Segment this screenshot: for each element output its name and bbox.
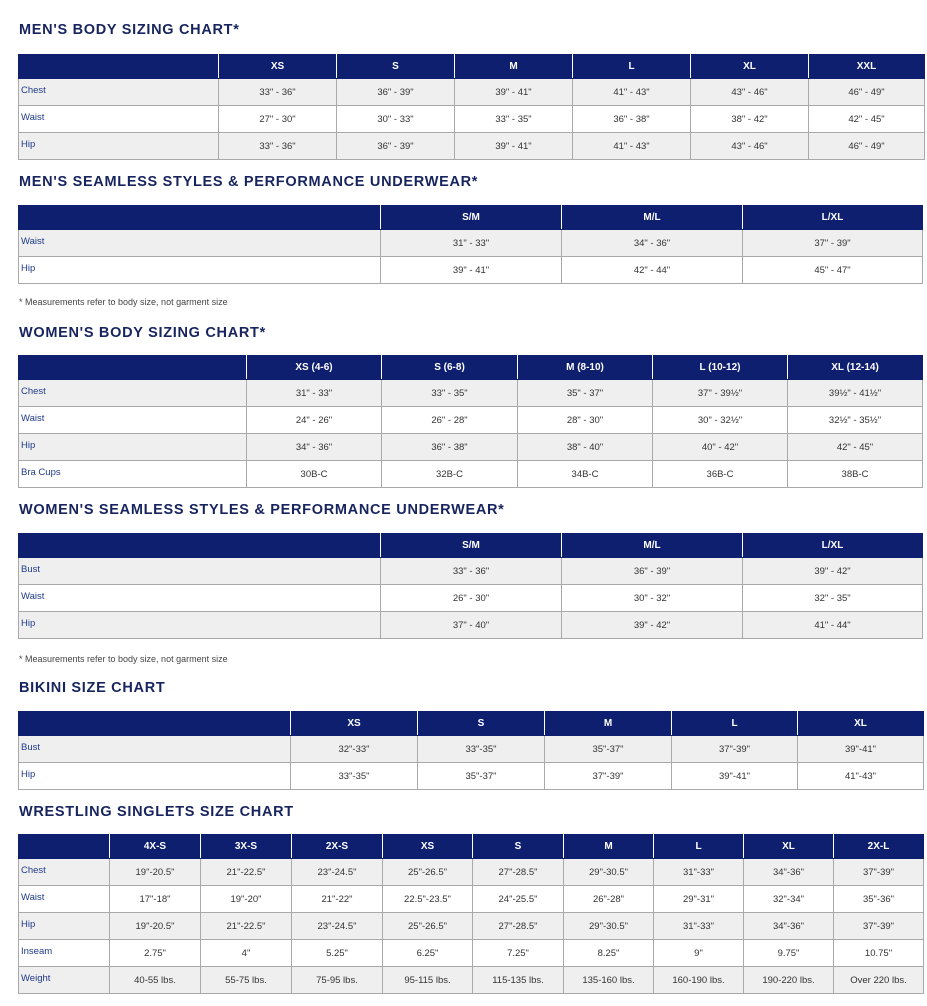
measurement-cell: 35"-36"	[834, 886, 924, 913]
size-header-m: M	[455, 55, 573, 79]
measurement-cell: 29"-30.5"	[564, 913, 654, 940]
mens-body-title: MEN'S BODY SIZING CHART*	[19, 22, 240, 38]
mens-seamless-table	[18, 205, 923, 284]
wrestling-table	[18, 834, 924, 994]
size-header-s-m: S/M	[381, 206, 562, 230]
table-row	[19, 133, 925, 160]
size-header-xl-12-14: XL (12-14)	[788, 356, 923, 380]
size-header-2x-s: 2X-S	[292, 835, 383, 859]
size-header-s: S	[473, 835, 564, 859]
womens-body-table	[18, 355, 923, 488]
size-header-l: L	[654, 835, 744, 859]
size-header-l-xl: L/XL	[743, 534, 923, 558]
measurement-cell: 30B-C	[247, 461, 382, 488]
measurement-cell: 45" - 47"	[743, 257, 923, 284]
measurement-cell: 19"-20"	[201, 886, 292, 913]
table-row	[19, 585, 923, 612]
measurement-cell: 37" - 40"	[381, 612, 562, 639]
measurement-cell: 33"-35"	[418, 736, 545, 763]
table-row	[19, 612, 923, 639]
size-header-4x-s: 4X-S	[110, 835, 201, 859]
measurement-cell: 42" - 45"	[809, 106, 925, 133]
measurement-cell: 37" - 39½"	[653, 380, 788, 407]
bikini-title: BIKINI SIZE CHART	[19, 680, 166, 696]
measurement-cell: 19"-20.5"	[110, 859, 201, 886]
row-label-weight: Weight	[19, 967, 110, 994]
measurement-cell: 33" - 36"	[219, 133, 337, 160]
measurement-cell: 25"-26.5"	[383, 913, 473, 940]
measurement-cell: 31" - 33"	[381, 230, 562, 257]
measurement-cell: 32B-C	[382, 461, 518, 488]
measurement-cell: 6.25"	[383, 940, 473, 967]
measurement-cell: 36" - 38"	[382, 434, 518, 461]
measurement-cell: 30" - 32"	[562, 585, 743, 612]
measurement-cell: 29"-30.5"	[564, 859, 654, 886]
measurement-cell: 42" - 45"	[788, 434, 923, 461]
measurement-cell: 23"-24.5"	[292, 913, 383, 940]
measurement-cell: 23"-24.5"	[292, 859, 383, 886]
measurement-cell: 37"-39"	[545, 763, 672, 790]
header-corner-cell	[19, 534, 381, 558]
measurement-cell: 32" - 35"	[743, 585, 923, 612]
measurement-cell: 4"	[201, 940, 292, 967]
measurement-cell: 22.5"-23.5"	[383, 886, 473, 913]
measurement-cell: 190-220 lbs.	[744, 967, 834, 994]
measurement-cell: 160-190 lbs.	[654, 967, 744, 994]
header-corner-cell	[19, 356, 247, 380]
size-header-m-8-10: M (8-10)	[518, 356, 653, 380]
row-label-hip: Hip	[19, 763, 291, 790]
table-row	[19, 380, 923, 407]
measurement-cell: 33" - 36"	[381, 558, 562, 585]
measurement-cell: 36" - 39"	[337, 79, 455, 106]
row-label-bust: Bust	[19, 558, 381, 585]
table-row	[19, 558, 923, 585]
measurement-cell: 39" - 42"	[562, 612, 743, 639]
measurement-cell: 24" - 26"	[247, 407, 382, 434]
table-row	[19, 434, 923, 461]
measurement-cell: 37"-39"	[834, 913, 924, 940]
measurement-cell: 26" - 30"	[381, 585, 562, 612]
table-row	[19, 407, 923, 434]
measurement-cell: 39½" - 41½"	[788, 380, 923, 407]
measurement-cell: 75-95 lbs.	[292, 967, 383, 994]
measurement-cell: 31"-33"	[654, 859, 744, 886]
measurement-cell: 41" - 43"	[573, 133, 691, 160]
measurement-cell: 5.25"	[292, 940, 383, 967]
measurement-cell: 38" - 40"	[518, 434, 653, 461]
measurement-cell: 30" - 33"	[337, 106, 455, 133]
measurement-cell: 34B-C	[518, 461, 653, 488]
size-header-xs: XS	[383, 835, 473, 859]
table-row	[19, 913, 924, 940]
measurement-cell: 27"-28.5"	[473, 859, 564, 886]
measurement-cell: 36" - 38"	[573, 106, 691, 133]
size-header-s: S	[337, 55, 455, 79]
measurement-cell: 26"-28"	[564, 886, 654, 913]
row-label-chest: Chest	[19, 859, 110, 886]
bikini-table	[18, 711, 924, 790]
header-row	[19, 55, 925, 79]
table-row	[19, 257, 923, 284]
header-corner-cell	[19, 206, 381, 230]
measurement-cell: 33" - 35"	[455, 106, 573, 133]
row-label-hip: Hip	[19, 434, 247, 461]
measurement-cell: 41" - 43"	[573, 79, 691, 106]
table-row	[19, 79, 925, 106]
measurement-cell: 38B-C	[788, 461, 923, 488]
measurement-cell: 36B-C	[653, 461, 788, 488]
measurement-cell: 41"-43"	[798, 763, 924, 790]
measurement-cell: 135-160 lbs.	[564, 967, 654, 994]
measurement-cell: 36" - 39"	[337, 133, 455, 160]
measurement-cell: 17"-18"	[110, 886, 201, 913]
womens-seamless-title: WOMEN'S SEAMLESS STYLES & PERFORMANCE UNDERWEAR*	[19, 502, 505, 518]
row-label-waist: Waist	[19, 230, 381, 257]
size-header-xl: XL	[798, 712, 924, 736]
womens-body-title: WOMEN'S BODY SIZING CHART*	[19, 325, 266, 341]
size-header-l-10-12: L (10-12)	[653, 356, 788, 380]
measurement-cell: Over 220 lbs.	[834, 967, 924, 994]
measurement-cell: 34"-36"	[744, 859, 834, 886]
measurement-cell: 39" - 41"	[455, 79, 573, 106]
measurement-cell: 26" - 28"	[382, 407, 518, 434]
measurement-cell: 29"-31"	[654, 886, 744, 913]
size-header-l: L	[672, 712, 798, 736]
measurement-cell: 38" - 42"	[691, 106, 809, 133]
measurement-cell: 21"-22.5"	[201, 913, 292, 940]
measurement-cell: 33"-35"	[291, 763, 418, 790]
size-header-xl: XL	[744, 835, 834, 859]
measurement-cell: 39" - 42"	[743, 558, 923, 585]
header-corner-cell	[19, 712, 291, 736]
table-row	[19, 461, 923, 488]
measurement-cell: 46" - 49"	[809, 79, 925, 106]
size-header-xxl: XXL	[809, 55, 925, 79]
measurement-cell: 10.75"	[834, 940, 924, 967]
header-row	[19, 356, 923, 380]
size-header-3x-s: 3X-S	[201, 835, 292, 859]
size-header-m: M	[545, 712, 672, 736]
table-row	[19, 736, 924, 763]
measurement-cell: 55-75 lbs.	[201, 967, 292, 994]
measurement-cell: 39" - 41"	[381, 257, 562, 284]
measurement-cell: 34"-36"	[744, 913, 834, 940]
mens-seamless-title: MEN'S SEAMLESS STYLES & PERFORMANCE UNDERWEAR*	[19, 174, 479, 190]
row-label-bra-cups: Bra Cups	[19, 461, 247, 488]
measurement-cell: 37"-39"	[672, 736, 798, 763]
measurement-cell: 33" - 35"	[382, 380, 518, 407]
measurement-cell: 46" - 49"	[809, 133, 925, 160]
measurement-cell: 35"-37"	[545, 736, 672, 763]
measurement-cell: 41" - 44"	[743, 612, 923, 639]
header-corner-cell	[19, 835, 110, 859]
row-label-waist: Waist	[19, 886, 110, 913]
measurement-cell: 39" - 41"	[455, 133, 573, 160]
measurement-cell: 8.25"	[564, 940, 654, 967]
row-label-bust: Bust	[19, 736, 291, 763]
table-row	[19, 230, 923, 257]
size-header-xs: XS	[219, 55, 337, 79]
measurement-cell: 32½" - 35½"	[788, 407, 923, 434]
wrestling-title: WRESTLING SINGLETS SIZE CHART	[19, 804, 294, 820]
womens-seamless-note: * Measurements refer to body size, not garment size	[19, 654, 228, 664]
header-row	[19, 712, 924, 736]
header-row	[19, 206, 923, 230]
header-row	[19, 534, 923, 558]
table-row	[19, 886, 924, 913]
measurement-cell: 40" - 42"	[653, 434, 788, 461]
measurement-cell: 27"-28.5"	[473, 913, 564, 940]
size-header-xl: XL	[691, 55, 809, 79]
measurement-cell: 36" - 39"	[562, 558, 743, 585]
table-row	[19, 940, 924, 967]
size-header-m-l: M/L	[562, 206, 743, 230]
measurement-cell: 43" - 46"	[691, 79, 809, 106]
measurement-cell: 27" - 30"	[219, 106, 337, 133]
measurement-cell: 34" - 36"	[247, 434, 382, 461]
size-header-l: L	[573, 55, 691, 79]
measurement-cell: 33" - 36"	[219, 79, 337, 106]
size-header-m: M	[564, 835, 654, 859]
measurement-cell: 28" - 30"	[518, 407, 653, 434]
row-label-inseam: Inseam	[19, 940, 110, 967]
measurement-cell: 32"-34"	[744, 886, 834, 913]
size-header-2x-l: 2X-L	[834, 835, 924, 859]
measurement-cell: 37"-39"	[834, 859, 924, 886]
measurement-cell: 37" - 39"	[743, 230, 923, 257]
header-row	[19, 835, 924, 859]
size-header-s-m: S/M	[381, 534, 562, 558]
size-header-xs-4-6: XS (4-6)	[247, 356, 382, 380]
measurement-cell: 21"-22"	[292, 886, 383, 913]
measurement-cell: 35" - 37"	[518, 380, 653, 407]
row-label-chest: Chest	[19, 79, 219, 106]
row-label-waist: Waist	[19, 106, 219, 133]
size-header-xs: XS	[291, 712, 418, 736]
table-row	[19, 763, 924, 790]
measurement-cell: 30" - 32½"	[653, 407, 788, 434]
row-label-hip: Hip	[19, 257, 381, 284]
row-label-hip: Hip	[19, 612, 381, 639]
measurement-cell: 21"-22.5"	[201, 859, 292, 886]
measurement-cell: 35"-37"	[418, 763, 545, 790]
womens-seamless-table	[18, 533, 923, 639]
measurement-cell: 32"-33"	[291, 736, 418, 763]
table-row	[19, 967, 924, 994]
row-label-chest: Chest	[19, 380, 247, 407]
size-header-s-6-8: S (6-8)	[382, 356, 518, 380]
measurement-cell: 39"-41"	[672, 763, 798, 790]
size-header-l-xl: L/XL	[743, 206, 923, 230]
measurement-cell: 115-135 lbs.	[473, 967, 564, 994]
measurement-cell: 24"-25.5"	[473, 886, 564, 913]
measurement-cell: 2.75"	[110, 940, 201, 967]
table-row	[19, 106, 925, 133]
mens-body-table	[18, 54, 925, 160]
row-label-waist: Waist	[19, 407, 247, 434]
measurement-cell: 42" - 44"	[562, 257, 743, 284]
mens-seamless-note: * Measurements refer to body size, not garment size	[19, 297, 228, 307]
measurement-cell: 19"-20.5"	[110, 913, 201, 940]
measurement-cell: 25"-26.5"	[383, 859, 473, 886]
table-row	[19, 859, 924, 886]
measurement-cell: 34" - 36"	[562, 230, 743, 257]
measurement-cell: 31"-33"	[654, 913, 744, 940]
row-label-hip: Hip	[19, 913, 110, 940]
size-header-m-l: M/L	[562, 534, 743, 558]
row-label-hip: Hip	[19, 133, 219, 160]
measurement-cell: 9.75"	[744, 940, 834, 967]
measurement-cell: 31" - 33"	[247, 380, 382, 407]
measurement-cell: 95-115 lbs.	[383, 967, 473, 994]
measurement-cell: 7.25"	[473, 940, 564, 967]
header-corner-cell	[19, 55, 219, 79]
measurement-cell: 43" - 46"	[691, 133, 809, 160]
measurement-cell: 40-55 lbs.	[110, 967, 201, 994]
measurement-cell: 9"	[654, 940, 744, 967]
row-label-waist: Waist	[19, 585, 381, 612]
measurement-cell: 39"-41"	[798, 736, 924, 763]
size-header-s: S	[418, 712, 545, 736]
